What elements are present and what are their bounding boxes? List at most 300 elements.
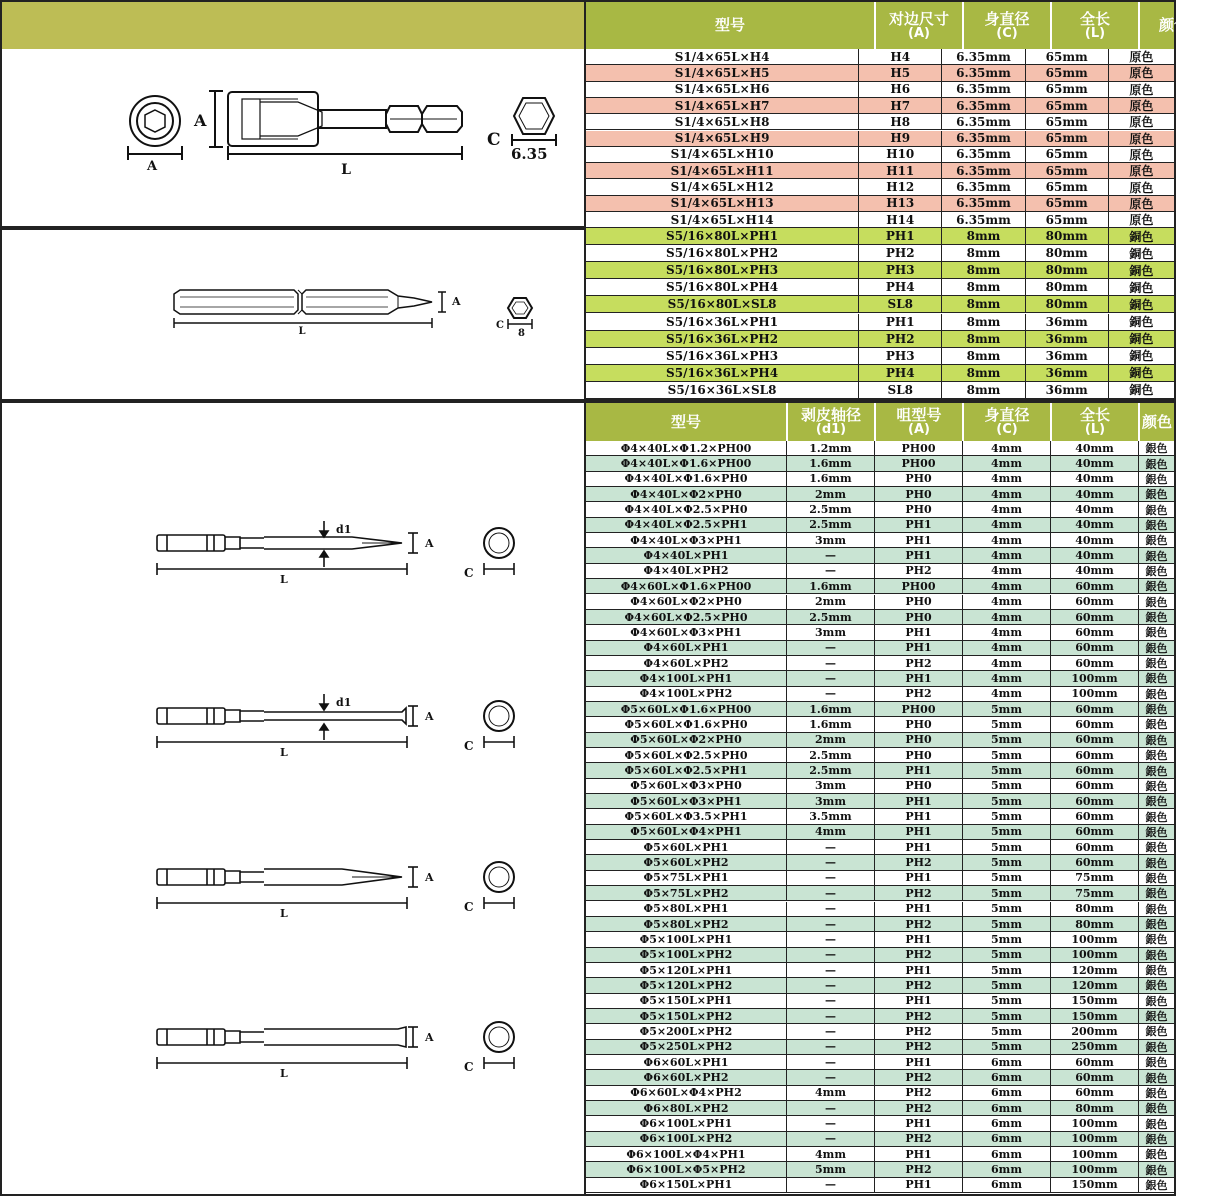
table-cell: 銀色 — [1138, 625, 1174, 639]
table-cell: Φ6×60L×Φ4×PH2 — [586, 1086, 786, 1100]
table-cell: 8mm — [941, 382, 1024, 398]
table-row — [586, 65, 1174, 81]
table-row — [586, 147, 1174, 163]
table-row — [586, 579, 1174, 594]
table-cell: 65mm — [1025, 196, 1108, 211]
table-cell: 40mm — [1050, 502, 1138, 516]
table-cell: 60mm — [1050, 625, 1138, 639]
table-cell: PH1 — [858, 228, 941, 244]
table-cell: Φ5×150L×PH1 — [586, 994, 786, 1008]
table-cell: S5/16×36L×PH1 — [586, 314, 858, 330]
table-cell: S5/16×36L×PH3 — [586, 348, 858, 364]
table-cell: 6mm — [962, 1070, 1050, 1084]
table-row — [586, 441, 1174, 456]
column-header — [1138, 403, 1174, 441]
table-cell: H8 — [858, 114, 941, 129]
table-cell: 5mm — [962, 702, 1050, 716]
bit-diagram — [157, 862, 514, 909]
header-label: 身直径 — [984, 9, 1030, 28]
table-cell: PH2 — [874, 687, 962, 701]
table-cell: S1/4×65L×H13 — [586, 196, 858, 211]
table-cell: 5mm — [962, 902, 1050, 916]
table-cell: 40mm — [1050, 487, 1138, 501]
table-row — [586, 1101, 1174, 1116]
table-cell: H14 — [858, 212, 941, 227]
table-row — [586, 1070, 1174, 1085]
table-cell: Φ4×60L×Φ3×PH1 — [586, 625, 786, 639]
table-row — [586, 331, 1174, 348]
table-cell: — — [786, 948, 874, 962]
table-cell: PH1 — [874, 902, 962, 916]
table-cell: 60mm — [1050, 825, 1138, 839]
table-row — [586, 365, 1174, 382]
table-cell: — — [786, 1009, 874, 1023]
table-cell: PH1 — [874, 518, 962, 532]
table-cell: 銀色 — [1138, 671, 1174, 685]
table-cell: Φ5×60L×Φ4×PH1 — [586, 825, 786, 839]
dim-label-a-height: A — [194, 111, 207, 130]
table-row — [586, 1040, 1174, 1055]
table-cell: PH1 — [874, 932, 962, 946]
table-cell: — — [786, 687, 874, 701]
table-cell: PH1 — [874, 625, 962, 639]
table-cell: S5/16×80L×PH4 — [586, 279, 858, 295]
table-cell: PH0 — [874, 595, 962, 609]
table-cell: 3mm — [786, 779, 874, 793]
table-cell: 銅色 — [1108, 365, 1174, 381]
table-cell: PH0 — [874, 610, 962, 624]
table-cell: Φ4×100L×PH2 — [586, 687, 786, 701]
table-cell: 銀色 — [1138, 994, 1174, 1008]
table-cell: 40mm — [1050, 441, 1138, 455]
table-cell: Φ4×100L×PH1 — [586, 671, 786, 685]
table-cell: Φ4×40L×Φ2.5×PH1 — [586, 518, 786, 532]
header-unit: (L) — [1084, 25, 1106, 41]
table-cell: S1/4×65L×H4 — [586, 49, 858, 64]
table-cell: 銅色 — [1108, 262, 1174, 278]
table-row — [586, 548, 1174, 563]
table-row — [586, 687, 1174, 702]
dim-label-d1: d1 — [336, 696, 352, 709]
table-cell: PH0 — [874, 733, 962, 747]
table-cell: 2.5mm — [786, 763, 874, 777]
table-row — [586, 487, 1174, 502]
dim-label-l: L — [280, 746, 288, 759]
table-cell: 2mm — [786, 595, 874, 609]
table-cell: PH1 — [874, 809, 962, 823]
table-row — [586, 228, 1174, 245]
table-nut-setters — [586, 0, 1189, 228]
table-cell: 65mm — [1025, 179, 1108, 194]
table-cell: 4mm — [962, 533, 1050, 547]
table-cell: 原色 — [1108, 131, 1174, 146]
table-cell: 80mm — [1050, 1101, 1138, 1115]
table-cell: PH1 — [858, 314, 941, 330]
table-cell: 40mm — [1050, 533, 1138, 547]
table-cell: Φ4×40L×Φ2×PH0 — [586, 487, 786, 501]
table-cell: 6.35mm — [941, 147, 1024, 162]
table-cell: 60mm — [1050, 610, 1138, 624]
table-cell: Φ5×250L×PH2 — [586, 1040, 786, 1054]
column-header — [962, 2, 1050, 49]
table-cell: 銀色 — [1138, 456, 1174, 470]
power-bit-diagram — [2, 230, 588, 403]
table-cell: 4mm — [962, 656, 1050, 670]
table-row — [586, 595, 1174, 610]
table-cell: Φ6×100L×Φ4×PH1 — [586, 1147, 786, 1161]
table-cell: — — [786, 548, 874, 562]
table-row — [586, 564, 1174, 579]
table-cell: 4mm — [962, 595, 1050, 609]
table-cell: — — [786, 564, 874, 578]
table-cell: 80mm — [1025, 228, 1108, 244]
table-cell: 4mm — [962, 472, 1050, 486]
table-cell: PH2 — [874, 1086, 962, 1100]
table-cell: 8mm — [941, 245, 1024, 261]
table-cell: 150mm — [1050, 1009, 1138, 1023]
table-row — [586, 702, 1174, 717]
table-row — [586, 1086, 1174, 1101]
table-cell: — — [786, 978, 874, 992]
phillips-bit-diagrams — [2, 403, 588, 1198]
table-row — [586, 748, 1174, 763]
table-row — [586, 733, 1174, 748]
table-row — [586, 1132, 1174, 1147]
table-cell: PH00 — [874, 702, 962, 716]
table-cell: 銀色 — [1138, 656, 1174, 670]
table-cell: 銀色 — [1138, 533, 1174, 547]
table-cell: 5mm — [962, 717, 1050, 731]
table-cell: — — [786, 902, 874, 916]
table-row — [586, 978, 1174, 993]
table-cell: 3mm — [786, 625, 874, 639]
table-cell: PH1 — [874, 840, 962, 854]
table-cell: 原色 — [1108, 163, 1174, 178]
table-cell: 原色 — [1108, 114, 1174, 129]
dim-label-c: C — [487, 130, 501, 150]
table-cell: 5mm — [962, 794, 1050, 808]
table-row — [586, 1162, 1174, 1177]
table-cell: 60mm — [1050, 1070, 1138, 1084]
table-cell: 3mm — [786, 533, 874, 547]
table-cell: 6mm — [962, 1147, 1050, 1161]
table-cell: H9 — [858, 131, 941, 146]
table-cell: H5 — [858, 65, 941, 80]
table-cell: — — [786, 656, 874, 670]
table-row — [586, 656, 1174, 671]
table-header — [586, 403, 1174, 441]
table-cell: 6.35mm — [941, 179, 1024, 194]
table-cell: H10 — [858, 147, 941, 162]
table-cell: 120mm — [1050, 963, 1138, 977]
table-cell: — — [786, 963, 874, 977]
table-cell: 銀色 — [1138, 1070, 1174, 1084]
table-cell: 6mm — [962, 1055, 1050, 1069]
table-cell: 銀色 — [1138, 871, 1174, 885]
dim-label-a: A — [425, 537, 434, 550]
table-cell: 原色 — [1108, 65, 1174, 80]
table-cell: Φ5×80L×PH2 — [586, 917, 786, 931]
table-cell: 100mm — [1050, 1162, 1138, 1176]
table-cell: 8mm — [941, 279, 1024, 295]
table-cell: 銀色 — [1138, 441, 1174, 455]
table-cell: 2.5mm — [786, 610, 874, 624]
table-row — [586, 840, 1174, 855]
table-cell: 4mm — [786, 825, 874, 839]
table-cell: 6.35mm — [941, 49, 1024, 64]
table-cell: Φ5×120L×PH2 — [586, 978, 786, 992]
header-label: 全长 — [1079, 9, 1110, 28]
table-cell: 銅色 — [1108, 245, 1174, 261]
table-cell: PH2 — [874, 917, 962, 931]
table-cell: 銀色 — [1138, 1040, 1174, 1054]
table-cell: 5mm — [962, 825, 1050, 839]
table-cell: S1/4×65L×H10 — [586, 147, 858, 162]
table-cell: PH0 — [874, 779, 962, 793]
table-cell: PH1 — [874, 825, 962, 839]
table-cell: 4mm — [962, 641, 1050, 655]
table-cell: Φ6×80L×PH2 — [586, 1101, 786, 1115]
table-row — [586, 279, 1174, 296]
table-cell: 1.6mm — [786, 702, 874, 716]
table-cell: 銀色 — [1138, 702, 1174, 716]
table-cell: H6 — [858, 82, 941, 97]
table-cell: 銀色 — [1138, 1162, 1174, 1176]
table-cell: 銀色 — [1138, 932, 1174, 946]
table-cell: 銀色 — [1138, 595, 1174, 609]
table-cell: 6.35mm — [941, 212, 1024, 227]
column-header — [874, 403, 962, 441]
table-row — [586, 932, 1174, 947]
table-cell: 8mm — [941, 262, 1024, 278]
table-cell: 4mm — [786, 1147, 874, 1161]
table-cell: S5/16×80L×PH2 — [586, 245, 858, 261]
table-cell: 60mm — [1050, 748, 1138, 762]
table-cell: 36mm — [1025, 314, 1108, 330]
table-row — [586, 49, 1174, 65]
bit-diagram — [157, 1022, 514, 1069]
table-row — [586, 212, 1174, 228]
table-row — [586, 902, 1174, 917]
table-cell: 銅色 — [1108, 331, 1174, 347]
table-cell: S1/4×65L×H12 — [586, 179, 858, 194]
table-cell: Φ5×200L×PH2 — [586, 1024, 786, 1038]
table-cell: 5mm — [962, 1009, 1050, 1023]
table-cell: 36mm — [1025, 382, 1108, 398]
table-cell: 銀色 — [1138, 687, 1174, 701]
table-cell: Φ6×100L×PH2 — [586, 1132, 786, 1146]
dim-label-l: L — [280, 573, 288, 586]
table-row — [586, 131, 1174, 147]
table-cell: 4mm — [962, 548, 1050, 562]
table-cell: PH2 — [874, 564, 962, 578]
table-cell: 1.6mm — [786, 579, 874, 593]
table-cell: PH1 — [874, 1178, 962, 1192]
table-cell: H11 — [858, 163, 941, 178]
table-cell: 原色 — [1108, 196, 1174, 211]
dim-label-c: C — [464, 566, 474, 580]
table-cell: — — [786, 1178, 874, 1192]
table-cell: PH2 — [874, 1162, 962, 1176]
table-cell: 銀色 — [1138, 855, 1174, 869]
table-cell: 4mm — [962, 579, 1050, 593]
table-cell: 8mm — [941, 365, 1024, 381]
table-cell: 銅色 — [1108, 279, 1174, 295]
table-cell: — — [786, 917, 874, 931]
table-cell: 65mm — [1025, 49, 1108, 64]
table-cell: S5/16×80L×PH1 — [586, 228, 858, 244]
table-cell: S1/4×65L×H5 — [586, 65, 858, 80]
table-cell: Φ4×40L×Φ2.5×PH0 — [586, 502, 786, 516]
column-header — [962, 403, 1050, 441]
table-cell: 65mm — [1025, 114, 1108, 129]
table-cell: 4mm — [962, 502, 1050, 516]
table-cell: Φ5×75L×PH1 — [586, 871, 786, 885]
table-cell: 5mm — [962, 871, 1050, 885]
table-cell: 4mm — [962, 518, 1050, 532]
header-label: 剥皮轴径 — [800, 406, 861, 424]
table-cell: 3.5mm — [786, 809, 874, 823]
table-cell: Φ6×100L×Φ5×PH2 — [586, 1162, 786, 1176]
table-cell: 60mm — [1050, 779, 1138, 793]
table-cell: Φ4×40L×Φ1.6×PH0 — [586, 472, 786, 486]
table-cell: S1/4×65L×H14 — [586, 212, 858, 227]
table-cell: 原色 — [1108, 98, 1174, 113]
table-cell: 銀色 — [1138, 917, 1174, 931]
table-cell: 6mm — [962, 1116, 1050, 1130]
table-cell: 75mm — [1050, 886, 1138, 900]
table-cell: H13 — [858, 196, 941, 211]
table-cell: Φ5×60L×Φ1.6×PH0 — [586, 717, 786, 731]
table-cell: S1/4×65L×H11 — [586, 163, 858, 178]
table-row — [586, 82, 1174, 98]
table-row — [586, 610, 1174, 625]
table-cell: 銀色 — [1138, 794, 1174, 808]
table-cell: S5/16×36L×PH4 — [586, 365, 858, 381]
diagram-panel-1 — [0, 0, 586, 228]
table-cell: 5mm — [962, 978, 1050, 992]
header-label: 型号 — [670, 412, 701, 431]
table-cell: PH2 — [874, 1101, 962, 1115]
table-cell: PH2 — [874, 1070, 962, 1084]
table-row — [586, 196, 1174, 212]
table-cell: 銀色 — [1138, 472, 1174, 486]
table-cell: 銀色 — [1138, 840, 1174, 854]
table-cell: 4mm — [962, 625, 1050, 639]
table-cell: 5mm — [962, 1024, 1050, 1038]
table-cell: 銀色 — [1138, 1178, 1174, 1192]
table-row — [586, 641, 1174, 656]
table-row — [586, 98, 1174, 114]
table-cell: — — [786, 840, 874, 854]
table-cell: Φ4×40L×Φ1.6×PH00 — [586, 456, 786, 470]
table-cell: S5/16×80L×PH3 — [586, 262, 858, 278]
table-cell: — — [786, 886, 874, 900]
table-cell: 銀色 — [1138, 886, 1174, 900]
table-header — [586, 2, 1189, 49]
table-cell: Φ5×60L×Φ3×PH0 — [586, 779, 786, 793]
table-cell: 6.35mm — [941, 65, 1024, 80]
table-cell: PH2 — [874, 886, 962, 900]
table-cell: 5mm — [962, 1040, 1050, 1054]
diagram-panel-2 — [0, 228, 586, 401]
table-row — [586, 871, 1174, 886]
table-cell: 100mm — [1050, 1132, 1138, 1146]
table-cell: 80mm — [1050, 902, 1138, 916]
table-cell: 銀色 — [1138, 978, 1174, 992]
header-label: 型号 — [714, 16, 745, 34]
dim-label-a: A — [452, 295, 461, 308]
table-cell: PH0 — [874, 748, 962, 762]
table-cell: — — [786, 871, 874, 885]
table-cell: Φ5×60L×Φ3×PH1 — [586, 794, 786, 808]
table-row — [586, 763, 1174, 778]
table-cell: 6mm — [962, 1101, 1050, 1115]
table-row — [586, 1147, 1174, 1162]
table-cell: 8mm — [941, 331, 1024, 347]
table-cell: 4mm — [962, 564, 1050, 578]
table-cell: S5/16×36L×PH2 — [586, 331, 858, 347]
table-cell: 36mm — [1025, 348, 1108, 364]
table-cell: 1.6mm — [786, 456, 874, 470]
table-cell: 60mm — [1050, 763, 1138, 777]
table-cell: PH2 — [858, 331, 941, 347]
column-header — [586, 2, 874, 49]
table-cell: 150mm — [1050, 994, 1138, 1008]
dim-label-a: A — [425, 710, 434, 723]
table-cell: — — [786, 1101, 874, 1115]
table-cell: 100mm — [1050, 687, 1138, 701]
table-cell: 120mm — [1050, 978, 1138, 992]
table-cell: 2mm — [786, 733, 874, 747]
table-cell: 5mm — [962, 886, 1050, 900]
header-unit: (d1) — [815, 422, 847, 437]
table-cell: 5mm — [962, 809, 1050, 823]
table-row — [586, 179, 1174, 195]
dim-label-l: L — [341, 162, 351, 178]
table-cell: 40mm — [1050, 548, 1138, 562]
table-cell: 8mm — [941, 228, 1024, 244]
table-cell: 6mm — [962, 1086, 1050, 1100]
table-cell: 60mm — [1050, 855, 1138, 869]
table-cell: PH1 — [874, 763, 962, 777]
table-cell: 銀色 — [1138, 610, 1174, 624]
table-cell: Φ5×100L×PH1 — [586, 932, 786, 946]
table-cell: Φ6×150L×PH1 — [586, 1178, 786, 1192]
table-cell: 40mm — [1050, 456, 1138, 470]
table-cell: 65mm — [1025, 82, 1108, 97]
table-row — [586, 625, 1174, 640]
table-row — [586, 855, 1174, 870]
table-cell: Φ5×80L×PH1 — [586, 902, 786, 916]
table-cell: SL8 — [858, 296, 941, 312]
table-cell: 銀色 — [1138, 809, 1174, 823]
table-cell: PH0 — [874, 472, 962, 486]
table-cell: 6.35mm — [941, 163, 1024, 178]
table-cell: 6.35mm — [941, 196, 1024, 211]
dim-label-c: C — [496, 320, 504, 331]
table-cell: 60mm — [1050, 1086, 1138, 1100]
table-row — [586, 717, 1174, 732]
table-cell: Φ4×40L×Φ1.2×PH00 — [586, 441, 786, 455]
table-cell: 銅色 — [1108, 296, 1174, 312]
table-cell: 4mm — [962, 456, 1050, 470]
dim-label-hex: 8 — [518, 328, 525, 339]
table-cell: 5mm — [962, 917, 1050, 931]
table-cell: 6mm — [962, 1178, 1050, 1192]
column-header — [874, 2, 962, 49]
table-cell: 8mm — [941, 348, 1024, 364]
